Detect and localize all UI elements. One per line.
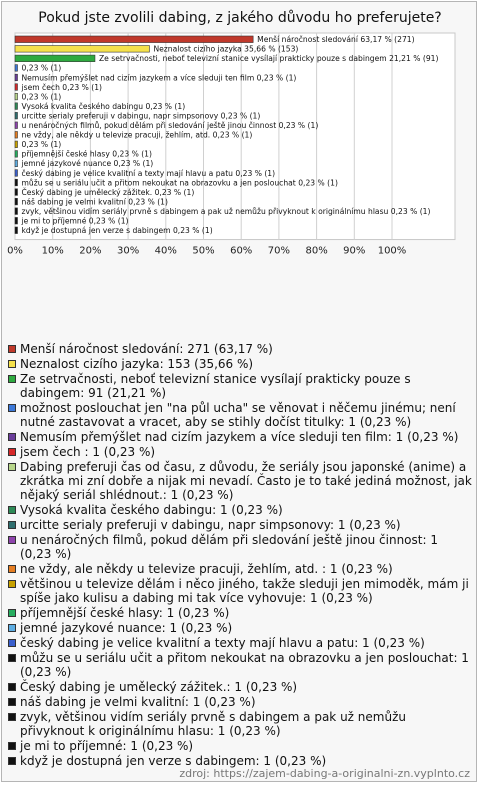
bar	[15, 217, 18, 224]
bar-label: příjemnější české hlasy 0,23 % (1)	[21, 149, 152, 159]
legend-item	[8, 739, 472, 753]
legend-label: Ze setrvačnosti, neboť televizní stanice vysílají prakticky pouze s dabingem: 91 (21,21 %)	[20, 372, 411, 400]
bar-label: zvyk, většinou vidím seriály prvně s dabingem a pak už nemůžu přivyknout k originálnímu hlasu 0,23 % (1)	[21, 206, 431, 216]
legend-swatch	[8, 624, 16, 632]
legend-label: náš dabing je velmi kvalitní: 1 (0,23 %)	[20, 695, 256, 709]
legend-swatch	[8, 654, 16, 662]
bar	[15, 84, 18, 91]
bar-label: Neznalost cizího jazyka 35,66 % (153)	[153, 44, 299, 54]
bar	[15, 208, 18, 215]
legend-label: Vysoká kvalita českého dabingu: 1 (0,23 %)	[20, 503, 283, 517]
legend-label: můžu se u seriálu učit a přitom nekoukat na obrazovku a jen poslouchat: 1 (0,23 %)	[20, 651, 469, 679]
x-tick-label: 80%	[305, 245, 328, 257]
legend-label: Český dabing je umělecký zážitek.: 1 (0,23 %)	[20, 680, 298, 694]
legend-swatch	[8, 757, 16, 765]
legend-swatch	[8, 565, 16, 573]
bar	[15, 189, 18, 196]
legend-swatch	[8, 506, 16, 514]
legend	[8, 342, 472, 769]
legend-swatch	[8, 433, 16, 441]
legend-swatch	[8, 448, 16, 456]
legend-label: když je dostupná jen verze s dabingem: 1 (0,23 %)	[20, 754, 327, 768]
x-tick-label: 90%	[343, 245, 366, 257]
bar	[15, 170, 18, 177]
legend-swatch	[8, 536, 16, 544]
bar-label: Vysoká kvalita českého dabingu 0,23 % (1)	[21, 101, 186, 111]
x-tick-label: 50%	[192, 245, 215, 257]
legend-item	[8, 430, 472, 444]
legend-item	[8, 357, 472, 371]
x-tick-label: 40%	[154, 245, 177, 257]
legend-item	[8, 445, 472, 459]
legend-label: Nemusím přemýšlet nad cizím jazykem a více sleduji ten film: 1 (0,23 %)	[20, 430, 459, 444]
legend-item	[8, 460, 472, 502]
bar-label: Nemusím přemýšlet nad cizím jazykem a více sleduji ten film 0,23 % (1)	[21, 73, 297, 83]
legend-swatch	[8, 345, 16, 353]
legend-label: Menší náročnost sledování: 271 (63,17 %)	[20, 342, 273, 356]
bar-chart	[0, 0, 480, 340]
legend-swatch	[8, 683, 16, 691]
bar-label: Menší náročnost sledování 63,17 % (271)	[257, 35, 415, 45]
legend-item	[8, 577, 472, 605]
bar-label: náš dabing je velmi kvalitní 0,23 % (1)	[21, 197, 168, 207]
legend-swatch	[8, 404, 16, 412]
legend-item	[8, 606, 472, 620]
bar	[15, 93, 18, 100]
bar-label: urcitte serialy preferuji v dabingu, napr simpsonovy 0,23 % (1)	[21, 111, 261, 121]
legend-item	[8, 562, 472, 576]
legend-item	[8, 636, 472, 650]
bar-label: můžu se u seriálu učit a přitom nekoukat na obrazovku a jen poslouchat 0,23 % (1)	[21, 178, 338, 188]
x-tick-label: 30%	[116, 245, 140, 257]
bar-label: 0,23 % (1)	[21, 140, 62, 150]
legend-swatch	[8, 580, 16, 588]
bar	[15, 141, 18, 148]
x-tick-label: 100%	[377, 245, 407, 257]
legend-item	[8, 710, 472, 738]
bar-label: ne vždy, ale někdy u televize pracuji, žehlím, atd. 0,23 % (1)	[21, 130, 253, 140]
legend-item	[8, 754, 472, 768]
x-tick-label: 10%	[41, 245, 64, 257]
legend-item	[8, 372, 472, 400]
x-tick-label: 70%	[267, 245, 291, 257]
legend-swatch	[8, 742, 16, 750]
bar	[15, 160, 18, 167]
legend-swatch	[8, 698, 16, 706]
bar-label: český dabing je velice kvalitní a texty mají hlavu a patu 0,23 % (1)	[21, 168, 276, 178]
bar	[15, 198, 18, 205]
bar	[15, 46, 149, 53]
legend-label: je mi to příjemné: 1 (0,23 %)	[20, 739, 194, 753]
legend-label: český dabing je velice kvalitní a texty mají hlavu a patu: 1 (0,23 %)	[20, 636, 425, 650]
bar	[15, 112, 18, 119]
bar-label: 0,23 % (1)	[21, 63, 62, 73]
legend-item	[8, 342, 472, 356]
legend-label: Dabing preferuji čas od času, z důvodu, že seriály jsou japonské (anime) a zkrátka mi zní dobře a nijak mi nevadí. Často je to také jediná možnost, jak nějaký seriál shlédnout.: 1 (0,23 %)	[20, 460, 472, 502]
x-tick-label: 20%	[79, 245, 102, 257]
bar	[15, 103, 18, 110]
bar-label: u nenáročných filmů, pokud dělám při sledování ještě jinou činnost 0,23 % (1)	[21, 121, 319, 130]
bar-label: jemné jazykové nuance 0,23 % (1)	[21, 159, 154, 169]
legend-label: jemné jazykové nuance: 1 (0,23 %)	[20, 621, 233, 635]
source-note: zdroj: https://zajem-dabing-a-originalni-zn.vyplnto.cz	[179, 767, 470, 780]
legend-label: ne vždy, ale někdy u televize pracuji, žehlím, atd. : 1 (0,23 %)	[20, 562, 393, 576]
legend-label: urcitte serialy preferuji v dabingu, napr simpsonovy: 1 (0,23 %)	[20, 518, 401, 532]
bar-label: jsem čech 0,23 % (1)	[21, 82, 103, 92]
legend-label: u nenáročných filmů, pokud dělám při sledování ještě jinou činnost: 1 (0,23 %)	[20, 533, 438, 561]
legend-item	[8, 680, 472, 694]
bar-label: Český dabing je umělecký zážitek. 0,23 % (1)	[21, 187, 195, 197]
chart-title: Pokud jste zvolili dabing, z jakého důvodu ho preferujete?	[38, 10, 442, 26]
bar	[15, 132, 18, 139]
legend-label: jsem čech : 1 (0,23 %)	[20, 445, 156, 459]
legend-label: možnost poslouchat jen "na půl ucha" se věnovat i něčemu jinému; není nutné zastavovat a vracet, aby se stihly dočíst titulky: 1 (0,23 %)	[20, 401, 456, 429]
legend-swatch	[8, 375, 16, 383]
legend-item	[8, 533, 472, 561]
bar-label: je mi to příjemné 0,23 % (1)	[21, 216, 129, 226]
legend-swatch	[8, 521, 16, 529]
legend-label: příjemnější české hlasy: 1 (0,23 %)	[20, 606, 230, 620]
x-tick-label: 0%	[7, 245, 23, 257]
bar	[15, 151, 18, 158]
legend-item	[8, 518, 472, 532]
bar-label: Ze setrvačnosti, neboť televizní stanice vysílají prakticky pouze s dabingem 21,21 % (91)	[98, 54, 439, 64]
legend-swatch	[8, 463, 16, 471]
legend-label: zvyk, většinou vidím seriály prvně s dabingem a pak už nemůžu přivyknout k originálnímu hlasu: 1 (0,23 %)	[20, 710, 406, 738]
legend-item	[8, 621, 472, 635]
legend-item	[8, 651, 472, 679]
x-tick-label: 60%	[230, 245, 253, 257]
legend-label: Neznalost cizího jazyka: 153 (35,66 %)	[20, 357, 254, 371]
legend-swatch	[8, 713, 16, 721]
bar	[15, 74, 18, 81]
bar-label: když je dostupná jen verze s dabingem 0,23 % (1)	[21, 226, 213, 236]
bar-label: 0,23 % (1)	[21, 92, 62, 102]
legend-item	[8, 695, 472, 709]
legend-item	[8, 503, 472, 517]
bar	[15, 65, 18, 72]
legend-swatch	[8, 360, 16, 368]
legend-item	[8, 401, 472, 429]
bar	[15, 227, 18, 234]
legend-swatch	[8, 639, 16, 647]
bar	[15, 122, 18, 129]
legend-swatch	[8, 609, 16, 617]
bar	[15, 36, 253, 43]
bar	[15, 179, 18, 186]
legend-label: většinou u televize dělám i něco jiného, takže sleduji jen mimoděk, mám ji spíše jako kulisu a dabing mi tak více vyhovuje: 1 (0,23 %)	[20, 577, 469, 605]
bar	[15, 55, 95, 62]
